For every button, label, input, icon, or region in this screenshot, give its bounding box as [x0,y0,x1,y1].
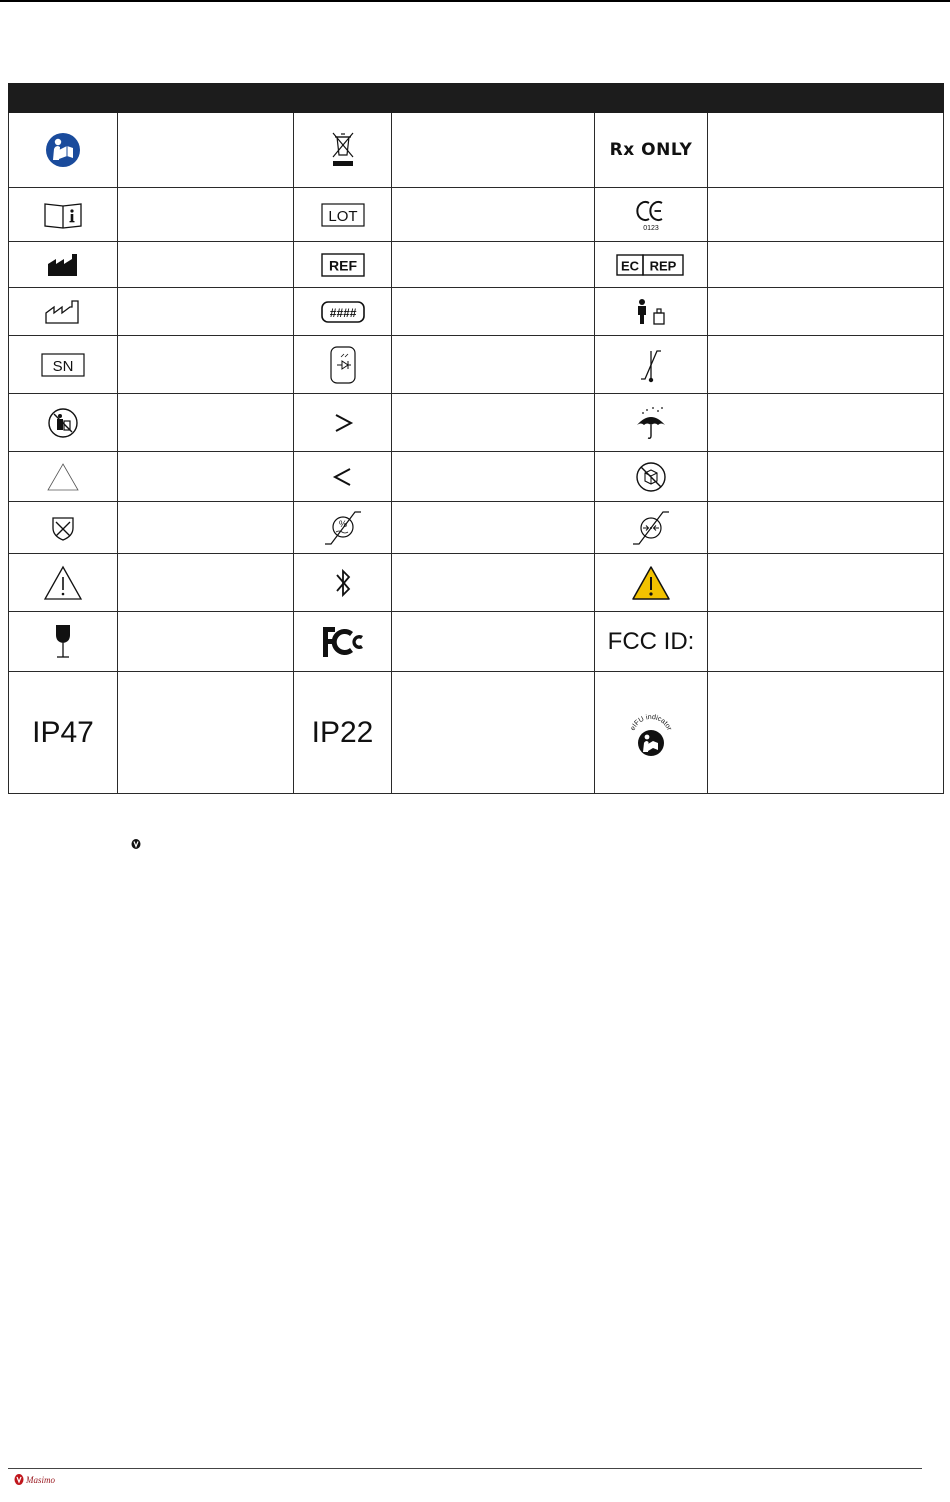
description-cell [708,113,944,188]
table-row [9,242,944,288]
symbol-cell [9,113,118,188]
table-row [9,452,944,502]
symbol-cell [595,554,708,612]
description-cell [708,242,944,288]
svg-text:REP: REP [649,258,677,273]
description-cell [392,336,595,394]
description-cell [392,188,595,242]
symbol-cell [9,612,118,672]
description-cell [392,288,595,336]
symbol-cell [294,612,392,672]
symbol-cell [9,242,118,288]
symbol-cell [9,188,118,242]
table-row [9,288,944,336]
temperature-limit-icon [636,345,666,385]
triangle-icon [46,462,80,492]
symbol-cell [595,113,708,188]
table-row [9,672,944,794]
contains-mark-icon [633,298,669,326]
symbol-cell [294,242,392,288]
masimo-logo-icon [14,1473,24,1486]
fcc-logo-icon [320,624,366,660]
description-cell [708,612,944,672]
consult-instructions-icon [43,201,83,229]
description-cell [708,394,944,452]
footer-brand: Masimo [26,1474,55,1485]
svg-text:%: % [338,518,347,529]
symbol-cell [595,336,708,394]
description-cell [118,554,294,612]
description-cell [392,452,595,502]
description-cell [118,394,294,452]
description-cell [392,394,595,452]
model-number-mark [321,299,365,325]
light-emitting-icon [329,345,357,385]
rx-only-mark: Rx ONLY [609,140,693,160]
ec-rep-mark [616,253,686,277]
ip22-mark: IP22 [311,715,374,749]
pressure-limit-icon [631,508,671,548]
description-cell [708,502,944,554]
header-cell [294,84,392,113]
caution-icon [43,565,83,601]
symbols-table [8,83,944,794]
efu-indicator-icon [621,703,681,763]
non-sterile-device-icon [47,407,79,439]
lot-number-mark [321,202,365,228]
table-row [9,336,944,394]
svg-text:LOT: LOT [327,207,358,225]
description-cell [392,612,595,672]
footer-rule [8,1468,922,1469]
svg-text:eIFU indicator: eIFU indicator [629,713,673,732]
symbol-cell [294,188,392,242]
description-cell [118,188,294,242]
symbol-cell [294,336,392,394]
ce-mark [636,198,666,232]
follow-instructions-icon [45,132,81,168]
not-made-with-latex-icon [49,514,77,542]
symbol-cell [9,672,118,794]
date-of-manufacture-icon [44,299,82,325]
description-cell [392,242,595,288]
symbol-cell [9,452,118,502]
symbol-cell [9,336,118,394]
table-row [9,502,944,554]
symbol-cell [9,502,118,554]
footer-logo [14,1473,55,1486]
symbol-cell [9,394,118,452]
symbol-cell [595,612,708,672]
description-cell [118,336,294,394]
symbol-cell [294,452,392,502]
symbol-cell [9,288,118,336]
humidity-limit-icon [323,508,363,548]
top-rule [0,0,950,2]
weee-disposal-icon [328,131,358,169]
table-row [9,113,944,188]
description-cell [392,672,595,794]
description-cell [708,336,944,394]
greater-than-icon [331,411,355,435]
table-header-row [9,84,944,113]
description-cell [392,554,595,612]
description-cell [392,113,595,188]
symbol-cell [595,288,708,336]
svg-text:0123: 0123 [643,224,659,232]
description-cell [708,554,944,612]
svg-text:SN: SN [52,357,74,375]
description-cell [708,288,944,336]
svg-text:####: #### [329,305,356,320]
do-not-use-damaged-icon [635,461,667,493]
symbol-cell [595,502,708,554]
description-cell [118,288,294,336]
serial-number-mark [41,352,85,378]
symbol-cell [294,288,392,336]
symbol-cell [294,672,392,794]
description-cell [118,452,294,502]
description-cell [118,612,294,672]
symbol-cell [294,394,392,452]
description-cell [708,452,944,502]
description-cell [118,242,294,288]
description-cell [118,113,294,188]
symbol-cell [294,113,392,188]
svg-text:EC: EC [620,258,640,273]
bluetooth-icon [333,565,353,601]
less-than-icon [331,465,355,489]
header-cell [118,84,294,113]
table-row [9,612,944,672]
ref-catalog-mark [321,252,365,278]
header-cell [708,84,944,113]
header-cell [392,84,595,113]
fcc-id-mark: FCC ID: [607,627,695,655]
header-cell [595,84,708,113]
keep-dry-icon [633,405,669,441]
fragile-icon [53,623,73,661]
symbol-cell [9,554,118,612]
description-cell [392,502,595,554]
symbol-cell [294,554,392,612]
description-cell [708,672,944,794]
svg-text:REF: REF [328,257,357,273]
description-cell [708,188,944,242]
table-row [9,188,944,242]
symbol-cell [595,672,708,794]
symbol-cell [294,502,392,554]
description-cell [118,672,294,794]
symbol-cell [595,188,708,242]
brand-mark-icon [131,838,141,850]
warning-yellow-icon [631,565,671,601]
manufacturer-icon [46,252,80,278]
table-row [9,394,944,452]
ip47-mark: IP47 [32,715,94,749]
description-cell [118,502,294,554]
table-row [9,554,944,612]
header-cell [9,84,118,113]
symbol-cell [595,242,708,288]
symbol-cell [595,452,708,502]
symbol-cell [595,394,708,452]
